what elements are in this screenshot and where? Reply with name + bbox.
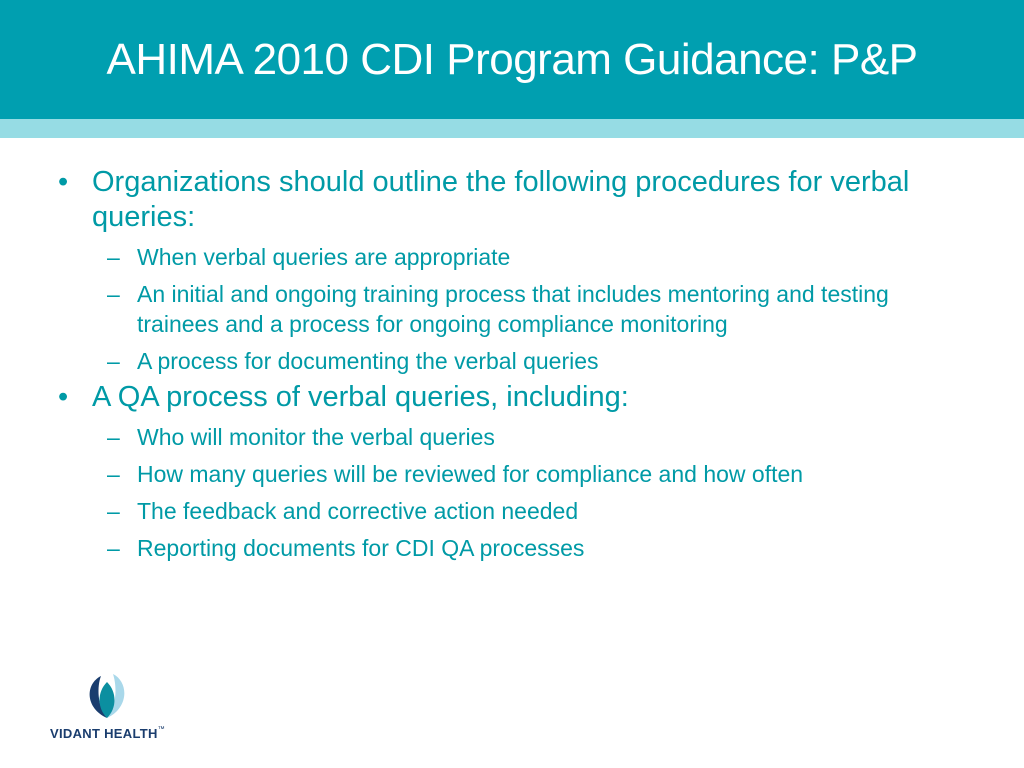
logo-wordmark — [50, 726, 165, 741]
dash-marker: – — [107, 424, 120, 450]
sub-bullet-text: An initial and ongoing training process that includes mentoring and testing trainees and a process for ongoing compliance monitoring — [137, 281, 889, 337]
dash-marker: – — [107, 498, 120, 524]
sub-bullet-text: Who will monitor the verbal queries — [137, 424, 495, 450]
dash-marker: – — [107, 461, 120, 487]
title-stripe — [0, 119, 1024, 138]
sub-bullet-text: A process for documenting the verbal queries — [137, 348, 599, 374]
sub-bullet-item — [0, 496, 1024, 526]
sub-bullet-text: When verbal queries are appropriate — [137, 244, 511, 270]
sub-bullet-text: The feedback and corrective action needed — [137, 498, 579, 524]
sub-bullet-item — [0, 459, 1024, 489]
dash-marker: – — [107, 281, 120, 307]
bullet-item — [0, 380, 1024, 415]
bullet-text: A QA process of verbal queries, including: — [92, 381, 629, 413]
slide-body — [0, 165, 1024, 563]
logo-name: VIDANT HEALTH — [50, 726, 158, 741]
leaf-mark-icon — [83, 672, 131, 720]
sub-bullet-item — [0, 533, 1024, 563]
sub-bullet-item — [0, 346, 1024, 376]
bullet-item — [0, 165, 1024, 235]
sub-bullet-item — [0, 279, 1024, 339]
bullet-marker: • — [58, 381, 69, 413]
sub-bullet-text: How many queries will be reviewed for compliance and how often — [137, 461, 804, 487]
sub-bullet-text: Reporting documents for CDI QA processes — [137, 535, 585, 561]
sub-bullet-item — [0, 422, 1024, 452]
dash-marker: – — [107, 535, 120, 561]
sub-bullet-item — [0, 242, 1024, 272]
dash-marker: – — [107, 244, 120, 270]
dash-marker: – — [107, 348, 120, 374]
bullet-marker: • — [58, 166, 69, 198]
trademark-symbol: ™ — [157, 726, 165, 733]
vidant-health-logo — [50, 672, 174, 744]
slide-title: AHIMA 2010 CDI Program Guidance: P&P — [106, 34, 918, 84]
bullet-text: Organizations should outline the following procedures for verbal queries: — [92, 166, 910, 233]
